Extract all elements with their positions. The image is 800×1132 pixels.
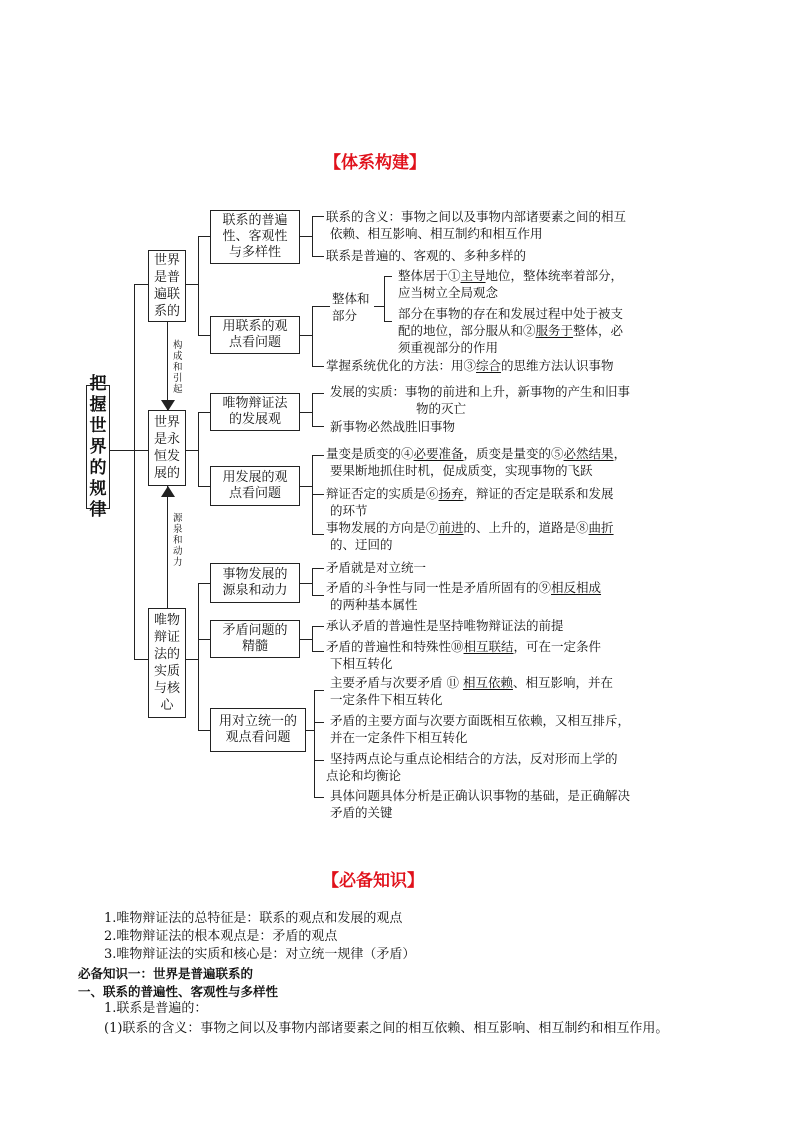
level2-development-method: 用发展的观 点看问题 <box>210 466 300 506</box>
arrow-down-icon <box>161 400 175 411</box>
knowledge-heading: 【必备知识】 <box>322 871 424 891</box>
leaf-direction: 事物发展的方向是⑦前进的、上升的，道路是⑧曲折 <box>326 520 614 535</box>
level2-development-view: 唯物辩证法 的发展观 <box>210 393 300 431</box>
level2-source: 事物发展的 源泉和动力 <box>210 563 300 603</box>
leaf-connection-meaning: 联系的含义：事物之间以及事物内部诸要素之间的相互 <box>326 209 627 224</box>
leaf-new-things: 新事物必然战胜旧事物 <box>330 419 456 434</box>
leaf-negation: 辩证否定的实质是⑥扬弃，辩证的否定是联系和发展 <box>326 486 614 501</box>
level1-development: 世界 是永恒发 展的 <box>148 410 186 486</box>
l2-leaf-11 <box>312 595 324 596</box>
leaf-principal-aspect: 矛盾的主要方面与次要方面既相互依赖，又相互排斥， <box>330 713 631 728</box>
l2-conn-7 <box>306 730 314 731</box>
leaf-development-essence-2: 物的灭亡 <box>416 401 467 416</box>
level2-connection-view: 用联系的观 点看问题 <box>210 316 300 354</box>
structure-heading: 【体系构建】 <box>324 153 426 173</box>
l2-leaf-8 <box>312 494 324 495</box>
arrow-2-shaft <box>167 486 168 608</box>
l1-b-3 <box>198 412 210 413</box>
arrow-1-shaft <box>167 322 168 410</box>
l2-leaf-13 <box>312 651 324 652</box>
l2-leaf-7 <box>312 455 324 456</box>
wp-trunk <box>384 276 385 322</box>
leaf-part-3: 须重视部分的作用 <box>398 340 499 355</box>
leaf-quantity-quality: 量变是质变的④必要准备，质变是量变的⑤必然结果， <box>326 446 627 461</box>
l2-leaf-2 <box>312 256 324 257</box>
l2-conn-6 <box>300 639 312 640</box>
l2-leaf-14 <box>314 690 324 691</box>
leaf-concrete-analysis-2: 矛盾的关键 <box>330 805 393 820</box>
l1-b-5 <box>198 583 210 584</box>
wp-leaf-2 <box>384 321 392 322</box>
wp-leaf-1 <box>384 276 392 277</box>
knowledge-item-3: 3.唯物辩证法的实质和核心是：对立统一规律（矛盾） <box>104 947 416 962</box>
l2-leaf-10 <box>312 568 324 569</box>
knowledge-item-2: 2.唯物辩证法的根本观点是：矛盾的观点 <box>104 929 338 944</box>
knowledge-item-1: 1.唯物辩证法的总特征是：联系的观点和发展的观点 <box>104 911 403 926</box>
leaf-contradiction: 矛盾就是对立统一 <box>326 560 427 575</box>
leaf-negation-2: 的环节 <box>330 503 368 518</box>
subsection-title: 一、联系的普遍性、客观性与多样性 <box>78 984 279 999</box>
leaf-part-1: 部分在事物的存在和发展过程中处于被支 <box>398 306 624 321</box>
leaf-whole-1: 整体居于①主导地位，整体统率着部分， <box>398 268 624 283</box>
leaf-development-essence: 发展的实质：事物的前进和上升，新事物的产生和旧事 <box>330 384 631 399</box>
leaf-universality-particularity-2: 下相互转化 <box>330 656 393 671</box>
l2-leaf-15 <box>314 722 324 723</box>
arrow-label-2: 源 泉 和 动 力 <box>173 513 183 568</box>
l2-trunk-5 <box>312 568 313 596</box>
leaf-struggle-identity: 矛盾的斗争性与同一性是矛盾所固有的⑨相反相成 <box>326 580 602 595</box>
l1-trunk-3 <box>198 583 199 731</box>
leaf-two-point: 坚持两点论与重点论相结合的方法，反对形而上学的 <box>330 751 618 766</box>
l2-leaf-12 <box>312 626 324 627</box>
leaf-struggle-identity-2: 的两种基本属性 <box>330 597 418 612</box>
arrow-up-icon <box>161 486 175 497</box>
leaf-connection-universal: 联系是普遍的、客观的、多种多样的 <box>326 248 527 263</box>
l1-b-2 <box>198 335 210 336</box>
l2-leaf-9 <box>312 534 324 535</box>
leaf-part-2: 配的地位，部分服从和②服务于整体，必 <box>398 323 624 338</box>
l2-leaf-5 <box>312 393 324 394</box>
l2-leaf-17 <box>314 797 324 798</box>
level2-unity-view: 用对立统一的 观点看问题 <box>210 708 306 752</box>
root-branch-3 <box>134 659 148 660</box>
l2-leaf-16 <box>314 760 324 761</box>
level2-essence: 矛盾问题的 精髓 <box>210 620 300 658</box>
leaf-universality: 承认矛盾的普遍性是坚持唯物辩证法的前提 <box>326 618 564 633</box>
leaf-whole-2: 应当树立全局观念 <box>398 285 499 300</box>
l2-leaf-3 <box>312 306 330 307</box>
l2-trunk-6 <box>312 626 313 652</box>
leaf-principal-contradiction: 主要矛盾与次要矛盾 ⑪ 相互依赖、相互影响，并在 <box>330 675 613 690</box>
l1-trunk-2 <box>198 412 199 486</box>
l2-conn-2 <box>300 335 312 336</box>
l1-conn-2 <box>186 450 198 451</box>
level1-connection: 世界是普 遍联系的 <box>148 250 186 322</box>
root-box: 把 握 世 界 的 规 律 <box>86 385 110 509</box>
l1-b-7 <box>198 730 210 731</box>
leaf-concrete-analysis: 具体问题具体分析是正确认识事物的基础，是正确解决 <box>330 788 631 803</box>
l2-conn-3 <box>300 412 312 413</box>
l2-conn-4 <box>300 486 312 487</box>
root-connector <box>110 450 134 451</box>
l1-trunk-1 <box>198 236 199 336</box>
l2-trunk-2 <box>312 306 313 366</box>
section-title: 必备知识一：世界是普遍联系的 <box>78 966 254 981</box>
point-1: 1.联系是普遍的： <box>104 1001 208 1016</box>
l2-trunk-7 <box>314 690 315 798</box>
leaf-system: 掌握系统优化的方法：用③综合的思维方法认识事物 <box>326 358 614 373</box>
l2-leaf-1 <box>312 216 324 217</box>
l1-conn-1 <box>186 284 198 285</box>
leaf-quantity-quality-2: 要果断地抓住时机，促成质变，实现事物的飞跃 <box>330 463 593 478</box>
leaf-two-point-2: 点论和均衡论 <box>326 768 402 783</box>
whole-part-label: 整体和 部分 <box>332 291 370 323</box>
leaf-principal-aspect-2: 并在一定条件下相互转化 <box>330 730 468 745</box>
leaf-connection-meaning-2: 依赖、相互影响、相互制约和相互作用 <box>330 226 543 241</box>
root-branch-2 <box>134 450 148 451</box>
leaf-universality-particularity: 矛盾的普遍性和特殊性⑩相互联结，可在一定条件 <box>326 639 602 654</box>
point-1-1: (1)联系的含义：事物之间以及事物内部诸要素之间的相互依赖、相互影响、相互制约和相互作用。 <box>104 1021 669 1036</box>
leaf-direction-2: 的、迂回的 <box>330 537 393 552</box>
l2-leaf-6 <box>312 426 324 427</box>
l1-b-4 <box>198 486 210 487</box>
arrow-label-1: 构 成 和 引 起 <box>173 340 183 395</box>
root-trunk <box>134 284 135 660</box>
l2-conn-5 <box>300 583 312 584</box>
leaf-principal-contradiction-2: 一定条件下相互转化 <box>330 692 443 707</box>
level2-universality: 联系的普遍 性、客观性 与多样性 <box>210 210 300 264</box>
l1-conn-3 <box>186 659 198 660</box>
root-branch-1 <box>134 284 148 285</box>
l1-b-1 <box>198 236 210 237</box>
wp-conn <box>374 306 384 307</box>
l2-leaf-4 <box>312 366 324 367</box>
level1-core: 唯物 辩证 法的 实质 与核 心 <box>148 608 186 718</box>
l2-conn-1 <box>300 236 312 237</box>
l2-trunk-1 <box>312 216 313 257</box>
l2-trunk-3 <box>312 393 313 427</box>
l1-b-6 <box>198 639 210 640</box>
